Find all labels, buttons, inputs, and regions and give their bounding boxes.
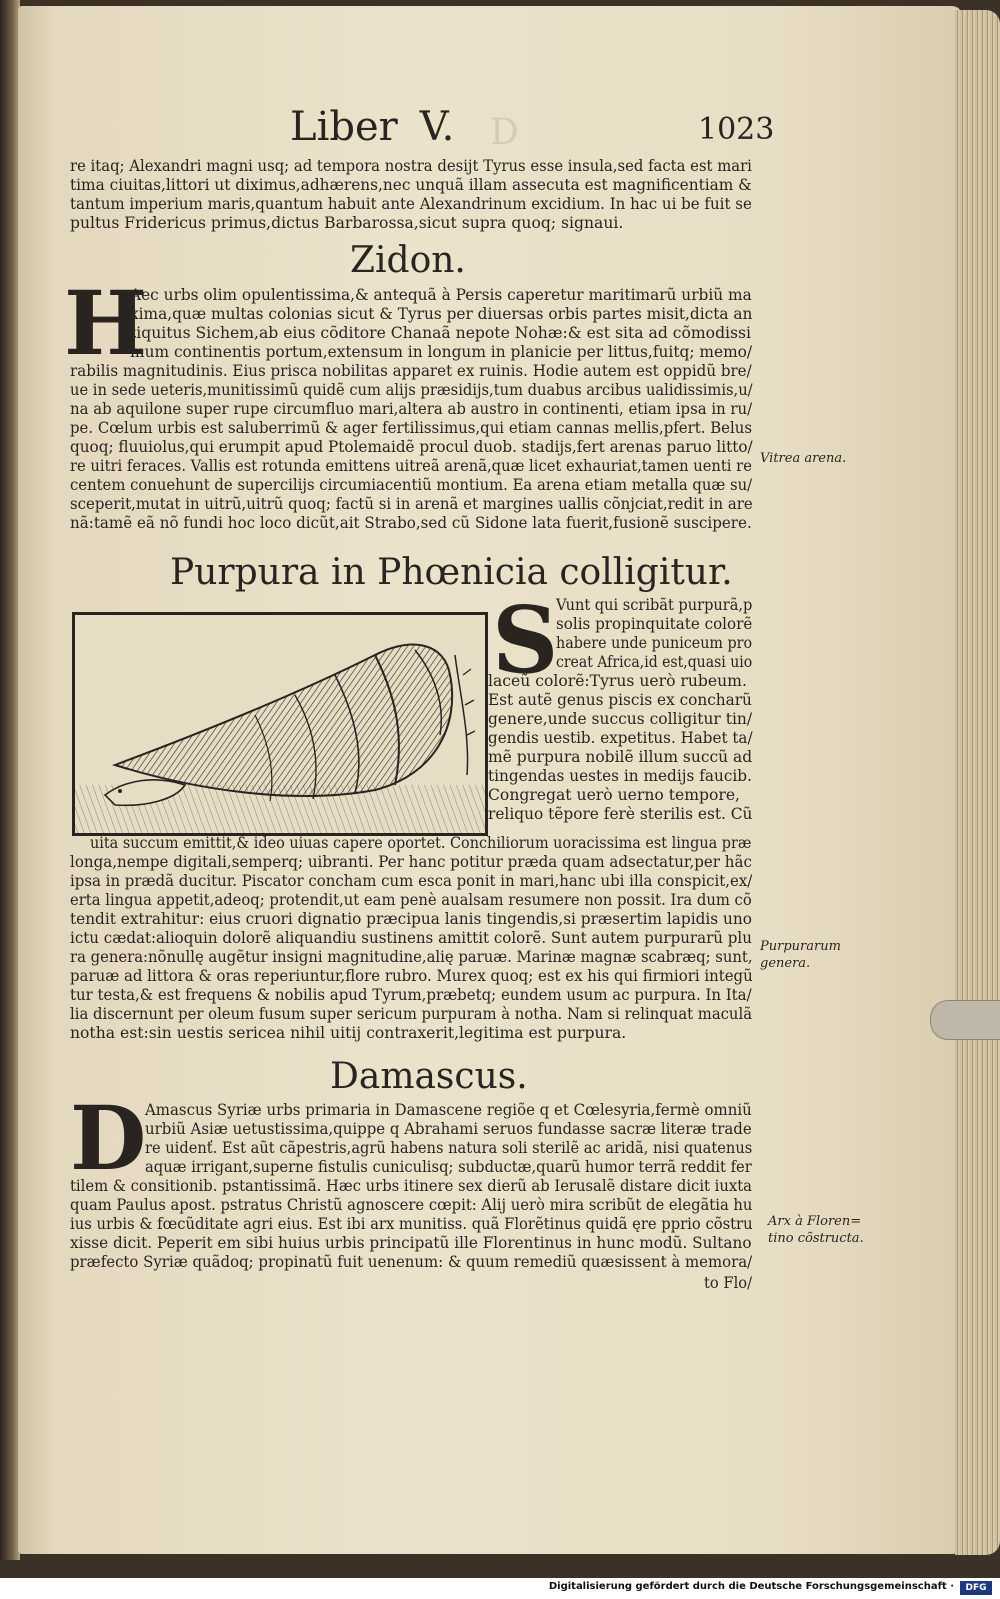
damascus-line: re uidenť. Est aũt cãpestris,agrũ habens natura soli sterilẽ ac aridã, nisi quatenus — [145, 1139, 753, 1157]
zidon-line: rabilis magnitudinis. Eius prisca nobilitas apparet ex ruinis. Hodie autem est oppidũ bre/ — [70, 362, 752, 380]
dfg-logo: DFG — [960, 1581, 992, 1595]
book-gutter — [0, 0, 20, 1560]
zidon-line: centem conuehunt de supercilijs circumiacentiũ montium. Ea arena etiam metalla quæ su/ — [70, 476, 753, 494]
purpura-line: paruæ ad littora & oras reperiuntur,flore rubro. Murex quoq; est ex his qui firmiori integũ — [70, 967, 753, 985]
purpura-side-line: gendis uestib. expetitus. Habet ta/ — [488, 729, 753, 747]
catchword: to Flo/ — [704, 1274, 753, 1292]
zidon-line: ue in sede ueteris,munitissimũ quidẽ cum alijs præsidijs,tum duabus arcibus ualidissimis,u/ — [70, 381, 753, 399]
intro-line: pultus Fridericus primus,dictus Barbarossa,sicut supra quoq; signaui. — [70, 214, 624, 232]
running-head — [290, 104, 476, 150]
purpura-line: tur testa,& est frequens & nobilis apud Tyrum,præbetq; eundem usum ac purpura. In Ita/ — [70, 986, 752, 1004]
margin-note-line: tino cõstructa. — [768, 1231, 864, 1246]
running-head-liber: Liber — [290, 104, 398, 150]
intro-line: tima ciuitas,littori ut diximus,adhærens,nec unquã illam assecuta est magnificentiam & — [70, 176, 752, 194]
purpura-cap-line: habere unde puniceum pro — [556, 634, 753, 652]
purpura-side-line: tingendas uestes in medijs faucib. — [488, 767, 752, 785]
damascus-line: aquæ irrigant,superne fistulis cuniculisq; subductæ,quarũ humor terrã reddit fer — [145, 1158, 752, 1176]
footer-credit: Digitalisierung gefördert durch die Deutsche Forschungsgemeinschaft · — [548, 1581, 954, 1592]
zidon-line: sceperit,mutat in uitrũ,uitrũ quoq; factũ si in arenã et margines uallis cõnjciat,redit in are — [70, 495, 753, 513]
margin-note-line: Purpurarum — [760, 939, 841, 954]
purpura-side-line: mẽ purpura nobilẽ illum succũ ad — [488, 748, 753, 766]
damascus-line: quam Paulus apost. pstratus Christũ agnoscere cœpit: Alij uerò mira scribũt de elegãtia hu — [70, 1196, 753, 1214]
damascus-line: ius urbis & fœcũditate agri eius. Est ibi arx munitiss. quã Florẽtinus quidã ęre pprio cõstru — [70, 1215, 753, 1233]
margin-note-purpurarum — [760, 938, 841, 972]
running-head-numeral: V. — [419, 104, 455, 150]
margin-note-arx — [768, 1213, 864, 1247]
purpura-side-line: Est autẽ genus piscis ex concharũ — [488, 691, 752, 709]
zidon-line: re uitri feraces. Vallis est rotunda emittens uitreã arenã,quæ licet exhauriat,tamen uenti re — [70, 457, 752, 475]
woodcut-illustration-murex-shell — [72, 612, 488, 836]
purpura-cap-line: Vunt qui scribãt purpurã,p — [556, 596, 753, 614]
dropcap-h: H — [64, 271, 148, 375]
zidon-line: mum continentis portum,extensum in longum in planicie per littus,fuitq; memo/ — [130, 343, 753, 361]
purpura-line: ipsa in prædã ducitur. Piscator concham cum esca ponit in mari,hanc ubi illa conspicit,ex/ — [70, 872, 753, 890]
zidon-line: quoq; fluuiolus,qui erumpit apud Ptolemaidẽ procul duob. stadijs,fert arenas paruo litto/ — [70, 438, 753, 456]
damascus-line: xisse dicit. Peperit em sibi huius urbis principatũ ille Florentinus in hunc modũ. Sultano — [70, 1234, 752, 1252]
damascus-line: Amascus Syriæ urbs primaria in Damascene regiõe q et Cœlesyria,fermè omniũ — [145, 1101, 752, 1119]
purpura-side-line: reliquo tẽpore ferè sterilis est. Cũ — [488, 805, 753, 823]
purpura-line: longa,nempe digitali,semperq; uibranti. Per hanc potitur præda quam adsectatur,per hãc — [70, 853, 752, 871]
zidon-line: Aec urbs olim opulentissima,& antequã à Persis caperetur maritimarũ urbiũ ma — [130, 286, 752, 304]
purpura-line: notha est:sin uestis sericea nihil uitij contraxerit,legitima est purpura. — [70, 1024, 627, 1042]
purpura-cap-line: solis propinquitate colorẽ — [556, 615, 753, 633]
zidon-line: xima,quæ multas colonias sicut & Tyrus per diuersas orbis partes misit,dicta an — [130, 305, 753, 323]
dropcap-s: S — [492, 586, 559, 694]
damascus-line: tilem & consitionib. pstantissimã. Hæc urbs itinere sex dierũ ab Ierusalẽ distare dicit iuxta — [70, 1177, 752, 1195]
intro-line: tantum imperium maris,quantum habuit ante Alexandrinum excidium. In hac ui be fuit se — [70, 195, 752, 213]
purpura-line: tendit extrahitur: eius cruori dignatio præcipua lanis tingendis,si præsertim lapidis uno — [70, 910, 752, 928]
purpura-line: ictu cædat:alioquin dolorẽ aliquandiu sustinens amittit colorẽ. Sunt autem purpurarũ plu — [70, 929, 752, 947]
murex-shell-drawing — [75, 615, 485, 833]
margin-note-line: Arx à Floren= — [768, 1214, 862, 1229]
page-edges — [955, 10, 1000, 1555]
damascus-line: præfecto Syriæ quãdoq; propinatũ fuit uenenum: & quum remediũ quæsissent à memora/ — [70, 1253, 753, 1271]
section-heading-zidon: Zidon. — [350, 240, 466, 281]
margin-note-vitrea: Vitrea arena. — [760, 451, 847, 466]
purpura-side-line: Congregat uerò uerno tempore, — [488, 786, 741, 804]
purpura-cap-line: creat Africa,id est,quasi uio — [556, 653, 753, 671]
margin-note-line: genera. — [760, 956, 811, 971]
purpura-line: erta lingua appetit,adeoq; protendit,ut eam penè aualsam resumere non possit. Ira dum cõ — [70, 891, 752, 909]
zidon-line: nã:tamẽ eã nõ fundi hoc loco dicũt,ait Strabo,sed cũ Sidone lata fuerit,fusionẽ suscipere. — [70, 514, 752, 532]
purpura-line: lia discernunt per oleum fusum super sericum purpuram à notha. Nam si relinquat maculã — [70, 1005, 753, 1023]
section-heading-damascus: Damascus. — [330, 1056, 528, 1097]
purpura-line: uita succum emittit,& ideo uiuas capere oportet. Conchiliorum uoracissima est lingua præ — [90, 834, 752, 852]
dropcap-d: D — [70, 1086, 147, 1190]
purpura-line: ra genera:nõnullę augẽtur insigni magnitudine,alię paruæ. Marinæ magnæ scabræq; sunt, — [70, 948, 753, 966]
zidon-line: na ab aquilone super rupe circumfluo mari,altera ab austro in continenti, etiam ipsa in ru/ — [70, 400, 753, 418]
purpura-cap-line: laceũ colorẽ:Tyrus uerò rubeum. — [488, 672, 747, 690]
intro-line: re itaq; Alexandri magni usq; ad tempora nostra desijt Tyrus esse insula,sed facta est mari — [70, 157, 752, 175]
purpura-side-line: genere,unde succus colligitur tin/ — [488, 710, 753, 728]
damascus-line: urbiũ Asiæ uetustissima,quippe q Abrahami seruos fundasse sacræ literæ trade — [145, 1120, 752, 1138]
bookmark-ribbon — [930, 1000, 1000, 1040]
page-number: 1023 — [698, 112, 775, 147]
section-heading-purpura: Purpura in Phœnicia colligitur. — [170, 552, 733, 593]
show-through-letter: D — [490, 112, 519, 153]
zidon-line: tiquitus Sichem,ab eius cõditore Chanaã nepote Nohæ:& est sita ad cõmodissi — [130, 324, 752, 342]
zidon-line: pe. Cœlum urbis est saluberrimũ & ager fertilissimus,qui etiam cannas mellis,pfert. Belus — [70, 419, 753, 437]
